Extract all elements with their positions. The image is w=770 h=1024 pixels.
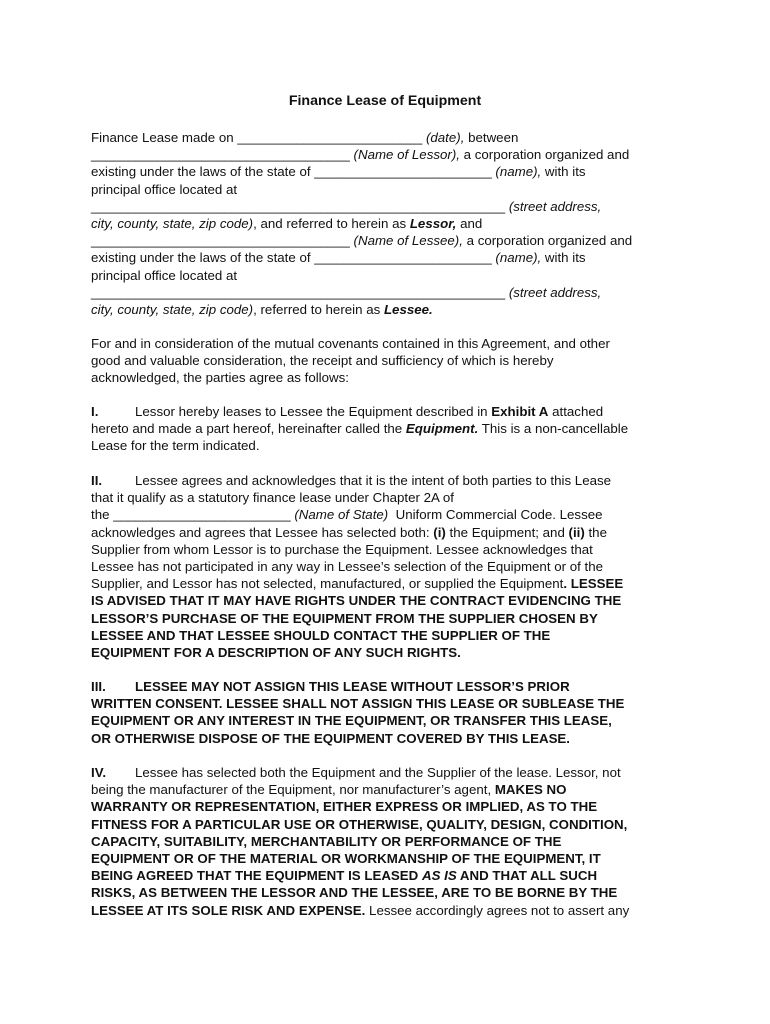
text-run: ________________________: [314, 250, 492, 266]
text-line: [91, 146, 683, 163]
text-run: (street address,: [505, 198, 602, 214]
text-run: Lessee accordingly agrees not to assert any: [365, 902, 630, 918]
text-line: [91, 798, 683, 815]
text-run: LESSEE AND THAT LESSEE SHOULD CONTACT THE SUPPLIER OF THE: [91, 627, 551, 643]
text-run: CAPACITY, SUITABILITY, MERCHANTABILITY OR PERFORMANCE OF THE: [91, 833, 562, 849]
text-line: [91, 129, 683, 146]
text-run: (Name of State): [290, 507, 389, 523]
text-line: [91, 181, 683, 198]
text-line: [91, 558, 683, 575]
text-run: Lease for the term indicated.: [91, 438, 260, 454]
text-line: [91, 764, 683, 781]
text-run: the: [91, 507, 114, 523]
text-run: ___________________________________: [91, 147, 350, 163]
text-run: EQUIPMENT FOR A DESCRIPTION OF ANY SUCH RIGHTS.: [91, 644, 461, 660]
text-line: [91, 644, 683, 661]
text-run: Lessee has not participated in any way in Lessee’s selection of the Equipment or of the: [91, 558, 604, 574]
text-run: , referred to herein as: [253, 301, 384, 317]
text-run: existing under the laws of the state of: [91, 164, 315, 180]
text-run: WARRANTY OR REPRESENTATION, EITHER EXPRESS OR IMPLIED, AS TO THE: [91, 799, 598, 815]
text-line: [91, 816, 683, 833]
section-number: I.: [91, 404, 99, 419]
text-run: AND THAT ALL SUCH: [456, 868, 598, 884]
text-run: OR OTHERWISE DISPOSE OF THE EQUIPMENT COVERED BY THIS LEASE.: [91, 730, 570, 746]
text-run: AS IS: [421, 868, 457, 884]
text-run: ________________________: [314, 164, 492, 180]
text-line: [91, 884, 683, 901]
text-line: [91, 678, 683, 695]
text-run: good and valuable consideration, the receipt and sufficiency of which is hereby: [91, 353, 554, 369]
text-run: ________________________________________________________: [91, 284, 506, 300]
text-line: [91, 695, 683, 712]
text-run: (Name of Lessee),: [349, 233, 463, 249]
text-run: the: [584, 524, 607, 540]
text-line: [91, 163, 683, 180]
text-run: ________________________________________________________: [91, 198, 506, 214]
text-run: (i): [433, 524, 446, 540]
text-line: [91, 369, 683, 386]
text-run: Equipment.: [405, 421, 479, 437]
text-run: Uniform Commercial Code. Lessee: [388, 507, 603, 523]
text-line: [91, 592, 683, 609]
text-run: (ii): [568, 524, 585, 540]
text-run: being the manufacturer of the Equipment, nor manufacturer’s agent,: [91, 782, 495, 798]
text-run: principal office located at: [91, 181, 238, 197]
text-run: Exhibit A: [491, 404, 549, 419]
text-line: [91, 301, 683, 318]
section-number: II.: [91, 473, 103, 488]
text-line: [91, 850, 683, 867]
text-run: IS ADVISED THAT IT MAY HAVE RIGHTS UNDER THE CONTRACT EVIDENCING THE: [91, 593, 622, 609]
text-line: [91, 420, 683, 437]
text-run: principal office located at: [91, 267, 238, 283]
text-run: FITNESS FOR A PARTICULAR USE OR OTHERWISE, QUALITY, DESIGN, CONDITION,: [91, 816, 628, 832]
text-run: acknowledged, the parties agree as follows:: [91, 370, 349, 386]
section-ii: [91, 472, 683, 661]
text-run: ________________________: [113, 507, 291, 523]
text-run: a corporation organized and: [459, 147, 630, 163]
text-line: [91, 215, 683, 232]
text-run: MAKES NO: [494, 782, 567, 798]
text-run: and: [456, 215, 483, 231]
section-number: IV.: [91, 765, 107, 780]
text-run: Lessor,: [409, 215, 457, 231]
section-iii: [91, 678, 683, 747]
text-line: [91, 781, 683, 798]
text-run: (street address,: [505, 284, 602, 300]
document-title: Finance Lease of Equipment: [288, 93, 482, 109]
text-run: EQUIPMENT OR ANY INTEREST IN THE EQUIPMENT, OR TRANSFER THIS LEASE,: [91, 713, 612, 729]
text-run: that it qualify as a statutory finance lease under Chapter 2A of: [91, 490, 454, 506]
text-run: acknowledges and agrees that Lessee has selected both:: [91, 524, 434, 540]
text-line: [91, 284, 683, 301]
section-i: [91, 403, 683, 455]
text-run: . LESSEE: [563, 576, 624, 592]
text-run: _________________________: [237, 130, 423, 145]
text-run: city, county, state, zip code): [91, 215, 254, 231]
text-line: [91, 335, 683, 352]
text-run: existing under the laws of the state of: [91, 250, 315, 266]
text-line: [91, 403, 683, 420]
text-line: [91, 575, 683, 592]
text-line: [91, 524, 683, 541]
text-line: [91, 249, 683, 266]
text-run: Lessee agrees and acknowledges that it is the intent of both parties to this Lease: [135, 473, 612, 488]
text-line: [91, 472, 683, 489]
section-iv: [91, 764, 683, 919]
text-run: Lessee.: [383, 301, 433, 317]
text-run: Lessor hereby leases to Lessee the Equipment described in: [135, 404, 492, 419]
text-run: (Name of Lessor),: [349, 147, 460, 163]
text-run: between: [464, 130, 519, 145]
text-run: with its: [541, 164, 586, 180]
text-run: , and referred to herein as: [253, 215, 410, 231]
text-run: (name),: [491, 250, 542, 266]
text-run: Supplier from whom Lessor is to purchase the Equipment. Lessee acknowledges that: [91, 541, 593, 557]
text-run: LESSEE AT ITS SOLE RISK AND EXPENSE.: [91, 902, 366, 918]
text-run: (name),: [491, 164, 542, 180]
text-run: hereto and made a part hereof, hereinafter called the: [91, 421, 406, 437]
text-run: Finance Lease made on: [91, 130, 238, 145]
text-run: EQUIPMENT OR OF THE MATERIAL OR WORKMANSHIP OF THE EQUIPMENT, IT: [91, 850, 601, 866]
consideration-paragraph: [91, 335, 683, 387]
text-line: [91, 712, 683, 729]
text-line: [91, 867, 683, 884]
text-run: with its: [541, 250, 586, 266]
text-line: [91, 627, 683, 644]
text-line: [91, 902, 683, 919]
text-line: [91, 352, 683, 369]
text-line: [91, 267, 683, 284]
text-line: [91, 541, 683, 558]
text-run: BEING AGREED THAT THE EQUIPMENT IS LEASED: [91, 868, 422, 884]
text-run: Lessee has selected both the Equipment and the Supplier of the lease. Lessor, not: [135, 765, 621, 780]
text-line: [91, 833, 683, 850]
section-number: III.: [91, 679, 106, 694]
text-run: RISKS, AS BETWEEN THE LESSOR AND THE LESSEE, ARE TO BE BORNE BY THE: [91, 885, 618, 901]
parties-paragraph: [91, 129, 683, 318]
text-run: (date),: [422, 130, 465, 145]
text-line: [91, 506, 683, 523]
text-run: This is a non-cancellable: [478, 421, 629, 437]
text-line: [91, 489, 683, 506]
text-run: city, county, state, zip code): [91, 301, 254, 317]
text-line: [91, 437, 683, 454]
text-run: attached: [548, 404, 604, 419]
text-run: WRITTEN CONSENT. LESSEE SHALL NOT ASSIGN THIS LEASE OR SUBLEASE THE: [91, 696, 625, 712]
text-line: [91, 610, 683, 627]
text-run: a corporation organized and: [462, 233, 633, 249]
text-run: ___________________________________: [91, 233, 350, 249]
text-line: [91, 232, 683, 249]
text-line: [91, 730, 683, 747]
text-run: the Equipment; and: [445, 524, 569, 540]
text-run: For and in consideration of the mutual covenants contained in this Agreement, and other: [91, 336, 610, 351]
text-run: Supplier, and Lessor has not selected, manufactured, or supplied the Equipment: [91, 576, 564, 592]
text-run: LESSOR’S PURCHASE OF THE EQUIPMENT FROM THE SUPPLIER CHOSEN BY: [91, 610, 598, 626]
text-run: LESSEE MAY NOT ASSIGN THIS LEASE WITHOUT LESSOR’S PRIOR: [135, 679, 570, 694]
text-line: [91, 198, 683, 215]
